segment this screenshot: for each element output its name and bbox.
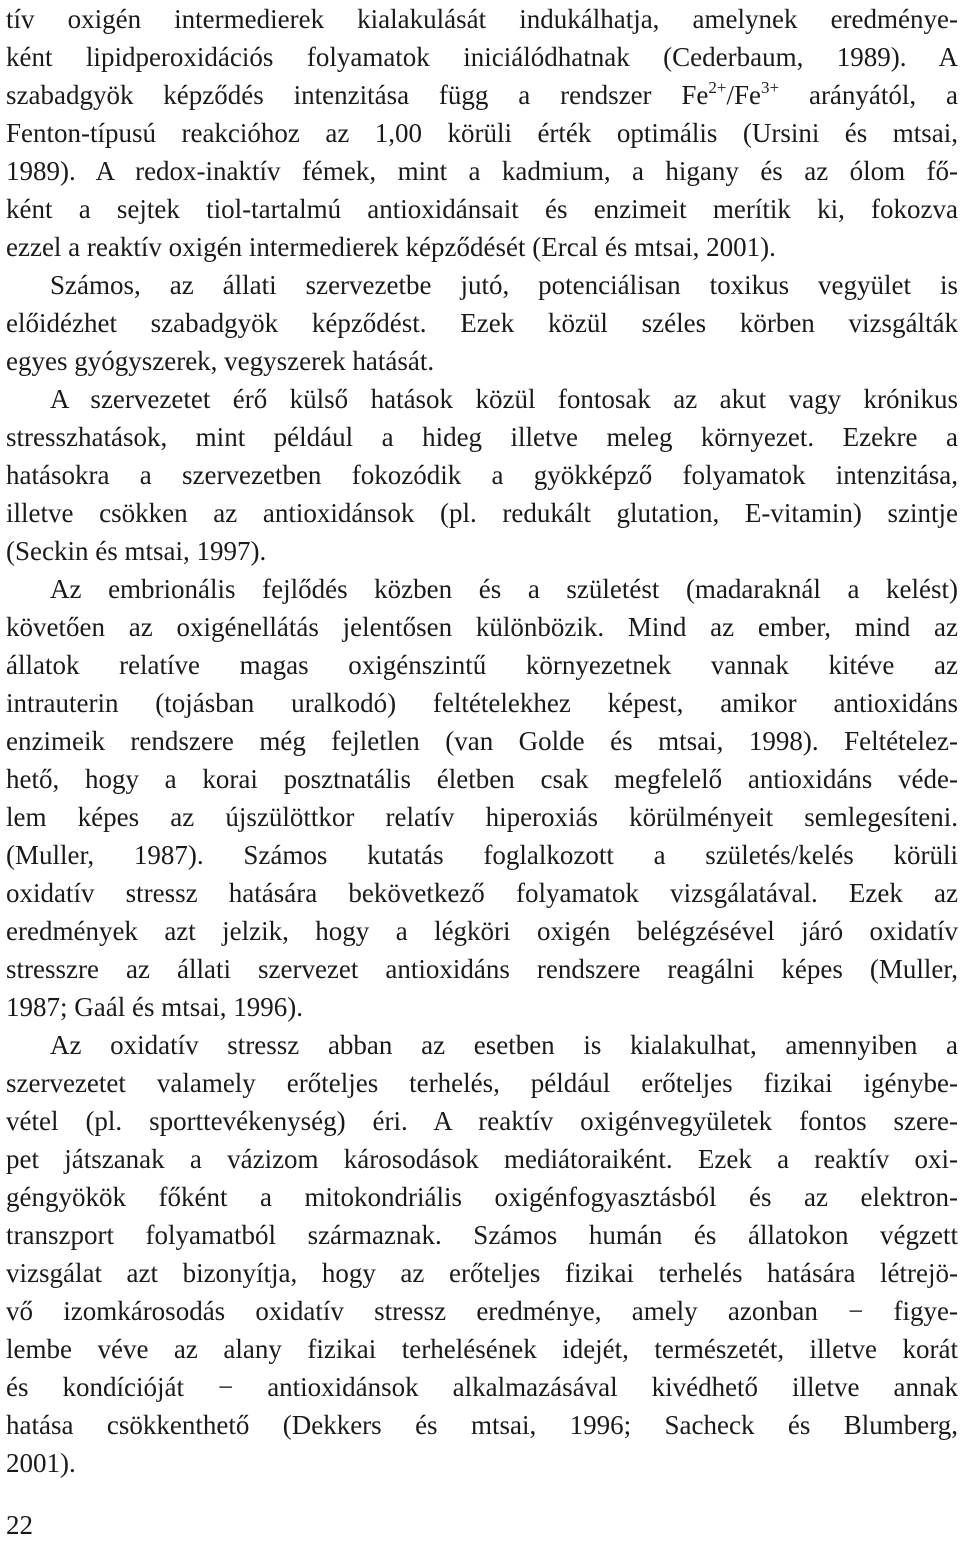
text-line: 1987; Gaál és mtsai, 1996). [6, 992, 303, 1022]
text-line: illetve csökken az antioxidánsok (pl. redukált glutation, E-vitamin) szintje [6, 498, 958, 528]
text-line: géngyökök főként a mitokondriális oxigénfogyasztásból és az elektron- [6, 1182, 958, 1212]
text-line: és kondícióját − antioxidánsok alkalmazásával kivédhető illetve annak [6, 1372, 958, 1402]
paragraph-first-line: Az embrionális fejlődés közben és a születést (madaraknál a kelést) [50, 574, 958, 604]
text-line: oxidatív stressz hatására bekövetkező folyamatok vizsgálatával. Ezek az [6, 878, 958, 908]
text-line: ként a sejtek tiol-tartalmú antioxidánsait és enzimeit merítik ki, fokozva [6, 194, 958, 224]
paragraph-first-line: Számos, az állati szervezetbe jutó, potenciálisan toxikus vegyület is [50, 270, 958, 300]
text-line: lembe véve az alany fizikai terhelésének idejét, természetét, illetve korát [6, 1334, 958, 1364]
text-line: pet játszanak a vázizom károsodások mediátoraiként. Ezek a reaktív oxi- [6, 1144, 958, 1174]
text-line: vétel (pl. sporttevékenység) éri. A reaktív oxigénvegyületek fontos szere- [6, 1106, 958, 1136]
text-line: eredmények azt jelzik, hogy a légköri oxigén belégzésével járó oxidatív [6, 916, 958, 946]
paragraph-first-line: A szervezetet érő külső hatások közül fontosak az akut vagy krónikus [50, 384, 958, 414]
text-line: Fenton-típusú reakcióhoz az 1,00 körüli érték optimális (Ursini és mtsai, [6, 118, 958, 148]
text-line: (Muller, 1987). Számos kutatás foglalkozott a születés/kelés körüli [6, 840, 958, 870]
text-line: állatok relatíve magas oxigénszintű környezetnek vannak kitéve az [6, 650, 958, 680]
page-number: 22 [6, 1510, 33, 1540]
text-line: tív oxigén intermedierek kialakulását indukálhatja, amelynek eredménye- [6, 4, 958, 34]
text-line: követően az oxigénellátás jelentősen különbözik. Mind az ember, mind az [6, 612, 958, 642]
text-line: stresszre az állati szervezet antioxidáns rendszere reagálni képes (Muller, [6, 954, 958, 984]
text-line: ként lipidperoxidációs folyamatok iniciálódhatnak (Cederbaum, 1989). A [6, 42, 958, 72]
paragraph-first-line: Az oxidatív stressz abban az esetben is kialakulhat, amennyiben a [50, 1030, 958, 1060]
text-line: intrauterin (tojásban uralkodó) feltételekhez képest, amikor antioxidáns [6, 688, 958, 718]
text-line: egyes gyógyszerek, vegyszerek hatását. [6, 346, 435, 376]
text-line: lem képes az újszülöttkor relatív hiperoxiás körülményeit semlegesíteni. [6, 802, 958, 832]
text-line: (Seckin és mtsai, 1997). [6, 536, 267, 566]
text-line: vő izomkárosodás oxidatív stressz eredménye, amely azonban − figye- [6, 1296, 958, 1326]
text-segment: /Fe [726, 80, 762, 110]
text-line: ezzel a reaktív oxigén intermedierek képződését (Ercal és mtsai, 2001). [6, 232, 776, 262]
text-segment: szabadgyök képződés intenzitása függ a rendszer Fe [6, 80, 709, 110]
text-line: 1989). A redox-inaktív fémek, mint a kadmium, a higany és az ólom fő- [6, 156, 958, 186]
text-line: előidézhet szabadgyök képződést. Ezek közül széles körben vizsgálták [6, 308, 958, 338]
text-line: transzport folyamatból származnak. Számos humán és állatokon végzett [6, 1220, 958, 1250]
text-line: vizsgálat azt bizonyítja, hogy az erőteljes fizikai terhelés hatására létrejö- [6, 1258, 958, 1288]
text-line: enzimeik rendszere még fejletlen (van Golde és mtsai, 1998). Feltételez- [6, 726, 958, 756]
text-line: 2001). [6, 1448, 76, 1478]
document-body [6, 0, 958, 1482]
text-line: hatása csökkenthető (Dekkers és mtsai, 1996; Sacheck és Blumberg, [6, 1410, 958, 1440]
text-line: hatásokra a szervezetben fokozódik a gyökképző folyamatok intenzitása, [6, 460, 958, 490]
text-segment: arányától, a [779, 80, 958, 110]
text-line: szervezetet valamely erőteljes terhelés, például erőteljes fizikai igénybe- [6, 1068, 958, 1098]
text-line-with-superscripts [6, 76, 958, 114]
text-line: stresszhatások, mint például a hideg illetve meleg környezet. Ezekre a [6, 422, 958, 452]
superscript: 3+ [761, 78, 780, 97]
text-line: hető, hogy a korai posztnatális életben csak megfelelő antioxidáns véde- [6, 764, 958, 794]
superscript: 2+ [708, 78, 727, 97]
